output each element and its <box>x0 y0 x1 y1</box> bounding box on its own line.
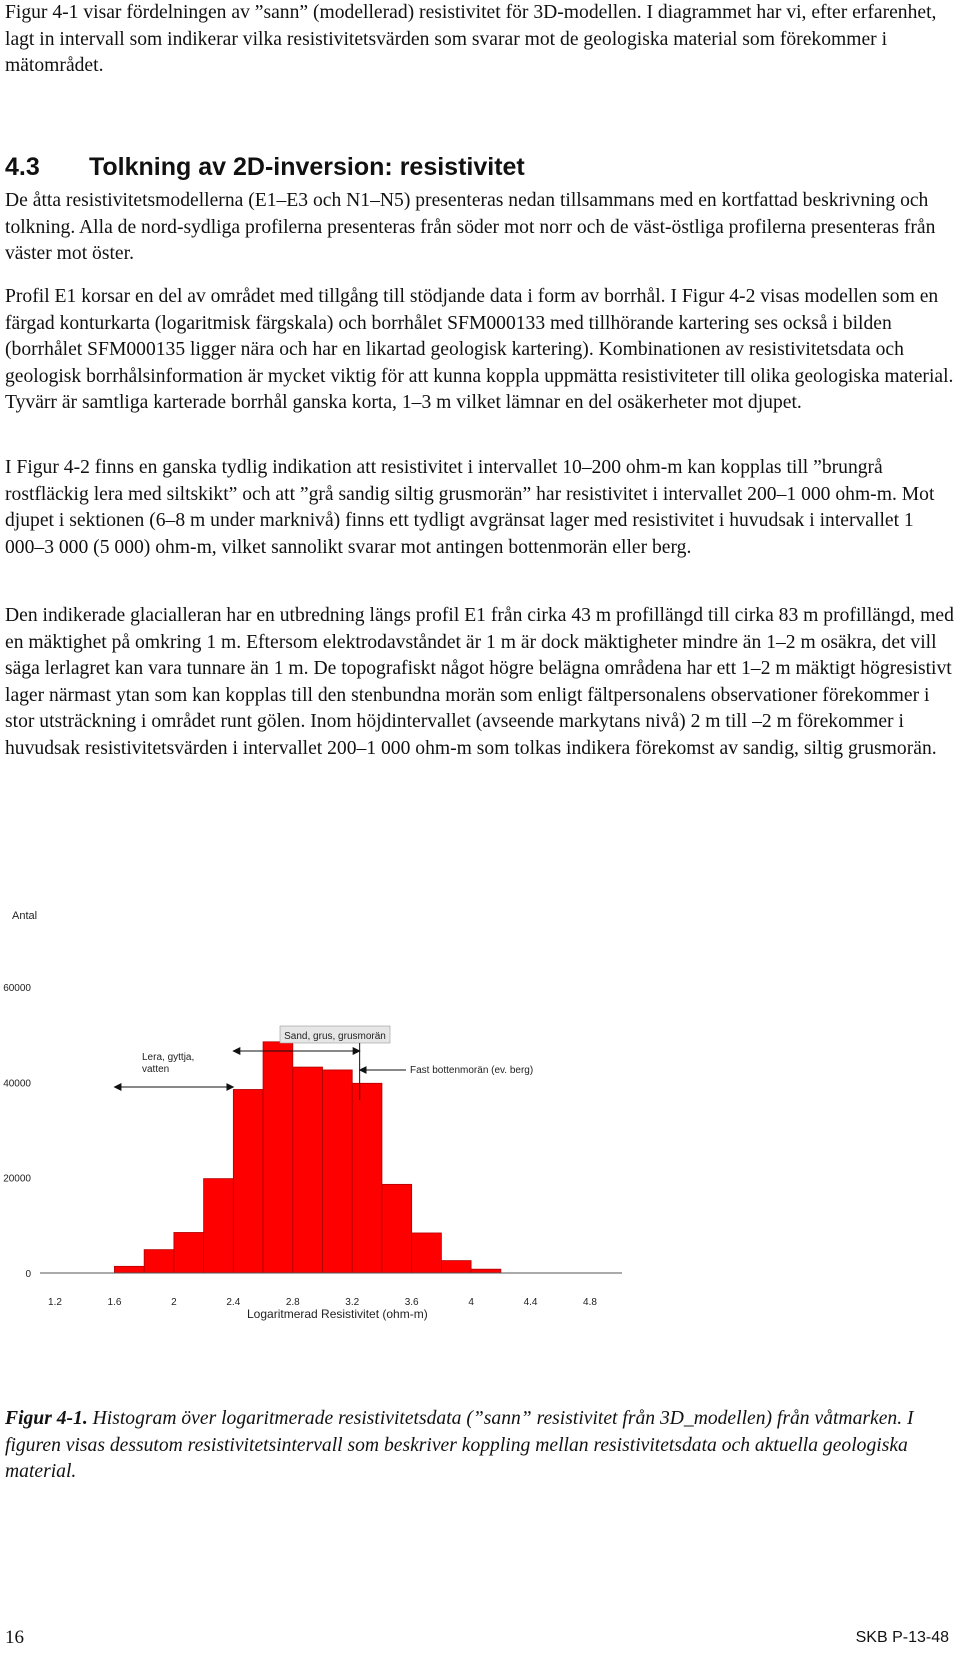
x-tick-label: 2.8 <box>285 1297 300 1308</box>
x-tick-label: 1.6 <box>107 1297 122 1308</box>
paragraph-intro: Figur 4-1 visar fördelningen av ”sann” (modellerad) resistivitet för 3D-modellen. I diagrammet har vi, efter erfarenhet, lagt in intervall som indikerar vilka resistivitetsvärden som svarar mot de geologiska material som förekommer i mätområdet. <box>5 2 937 77</box>
histogram-bar <box>144 1250 174 1273</box>
paragraph-profile-e1: Profil E1 korsar en del av området med tillgång till stödjande data i form av borrhål. I Figur 4-2 visas modellen som en färgad konturkarta (logaritmisk färgskala) och borrhålet SFM000133 med tillhörande kartering ses också i bilden (borrhålet SFM000135 ligger nära och har en likartad geologisk kartering). Kombinationen av resistivitetsdata och geologisk borrhålsinformation är mycket viktig för att kunna koppla uppmätta resistiviteter till olika geologiska material. Tyvärr är samtliga karterade borrhål ganska korta, 1–3 m vilket lämnar en del osäkerheter mot djupet. <box>5 286 954 414</box>
page-number: 16 <box>5 1627 24 1648</box>
histogram-bar <box>233 1089 263 1273</box>
paragraph-figure-4-2: I Figur 4-2 finns en ganska tydlig indikation att resistivitet i intervallet 10–200 ohm-m kan kopplas till ”brungrå rostfläckig lera med siltskikt” och att ”grå sandig siltig grusmorän” har resistivitet i intervallet 200–1 000 ohm-m. Mot djupet i sektionen (6–8 m under marknivå) finns ett tydligt avgränsat lager med resistivitet i huvudsak i intervallet 1 000–3 000 (5 000) ohm-m, vilket sannolikt svarar mot antingen bottenmorän eller berg. <box>5 457 935 558</box>
figure-caption-text: Histogram över logaritmerade resistivitetsdata (”sann” resistivitet från 3D_modellen) från våtmarken. I figuren visas dessutom resistivitetsintervall som beskriver koppling mellan resistivitetsdata och aktuella geologiska material. <box>5 1408 914 1483</box>
y-tick-label: 40000 <box>3 1078 31 1090</box>
histogram-bar <box>412 1233 442 1273</box>
paragraph-models: De åtta resistivitetsmodellerna (E1–E3 och N1–N5) presenteras nedan tillsammans med en kortfattad beskrivning och tolkning. Alla de nord-sydliga profilerna presenteras från söder mot norr och de väst-östliga profilerna presenteras från väster mot öster. <box>5 190 936 265</box>
histogram-bar <box>263 1042 293 1273</box>
histogram-bar <box>471 1269 501 1273</box>
annotation-lera-label: Lera, gyttja, vatten <box>142 1052 195 1075</box>
histogram-bar <box>323 1070 353 1273</box>
report-id: SKB P-13-48 <box>855 1629 949 1646</box>
y-tick-label: 20000 <box>3 1173 31 1185</box>
x-tick-label: 4.4 <box>523 1297 538 1308</box>
annotation-bottenmoran-label: Fast bottenmorän (ev. berg) <box>410 1065 534 1076</box>
x-tick-label: 3.2 <box>345 1297 360 1308</box>
figure-caption-label: Figur 4-1. <box>5 1408 88 1429</box>
y-axis-ticks <box>3 983 31 1280</box>
histogram-bar <box>114 1266 144 1273</box>
y-tick-label: 60000 <box>3 983 31 994</box>
histogram-bar <box>293 1067 323 1273</box>
x-axis-label: Logaritmerad Resistivitet (ohm-m) <box>247 1307 428 1321</box>
histogram-bar <box>352 1083 382 1273</box>
x-tick-label: 1.2 <box>48 1297 62 1308</box>
y-axis-label: Antal <box>12 910 38 922</box>
histogram-bars <box>114 1042 500 1273</box>
section-heading <box>5 153 525 182</box>
histogram-bar <box>441 1261 471 1273</box>
x-tick-label: 2 <box>171 1297 177 1308</box>
paragraph-glaciallera: Den indikerade glacialleran har en utbredning längs profil E1 från cirka 43 m profillängd till cirka 83 m profillängd, med en mäktighet på omkring 1 m. Eftersom elektrodavståndet är 1 m är dock mäktigheter mindre än 1–2 m osäkra, det vill säga lerlagret kan vara tunnare än 1 m. De topografiskt något högre belägna områdena har ett 1–2 m mäktigt högresistivt lager närmast ytan som kan kopplas till den stenbundna morän som enligt fältpersonalens observationer förekommer i stor utsträckning i området runt gölen. Inom höjdintervallet (avseende markytans nivå) 2 m till –2 m förekommer i huvudsak resistivitetsvärden i intervallet 200–1 000 ohm-m som tolkas indikera förekomst av sandig, siltig grusmorän. <box>5 605 954 759</box>
annotation-sand-label: Sand, grus, grusmorän <box>284 1031 386 1042</box>
section-number: 4.3 <box>5 153 40 181</box>
histogram-bar <box>204 1179 234 1273</box>
x-tick-label: 4.8 <box>583 1297 597 1308</box>
histogram-bar <box>174 1232 204 1273</box>
x-tick-label: 2.4 <box>226 1297 241 1308</box>
histogram-chart <box>0 900 960 1390</box>
histogram-bar <box>382 1184 412 1273</box>
section-title: Tolkning av 2D-inversion: resistivitet <box>89 153 525 181</box>
x-tick-label: 3.6 <box>404 1297 419 1308</box>
figure-caption <box>5 1406 955 1486</box>
y-tick-label: 0 <box>25 1269 31 1280</box>
x-tick-label: 4 <box>468 1297 474 1308</box>
